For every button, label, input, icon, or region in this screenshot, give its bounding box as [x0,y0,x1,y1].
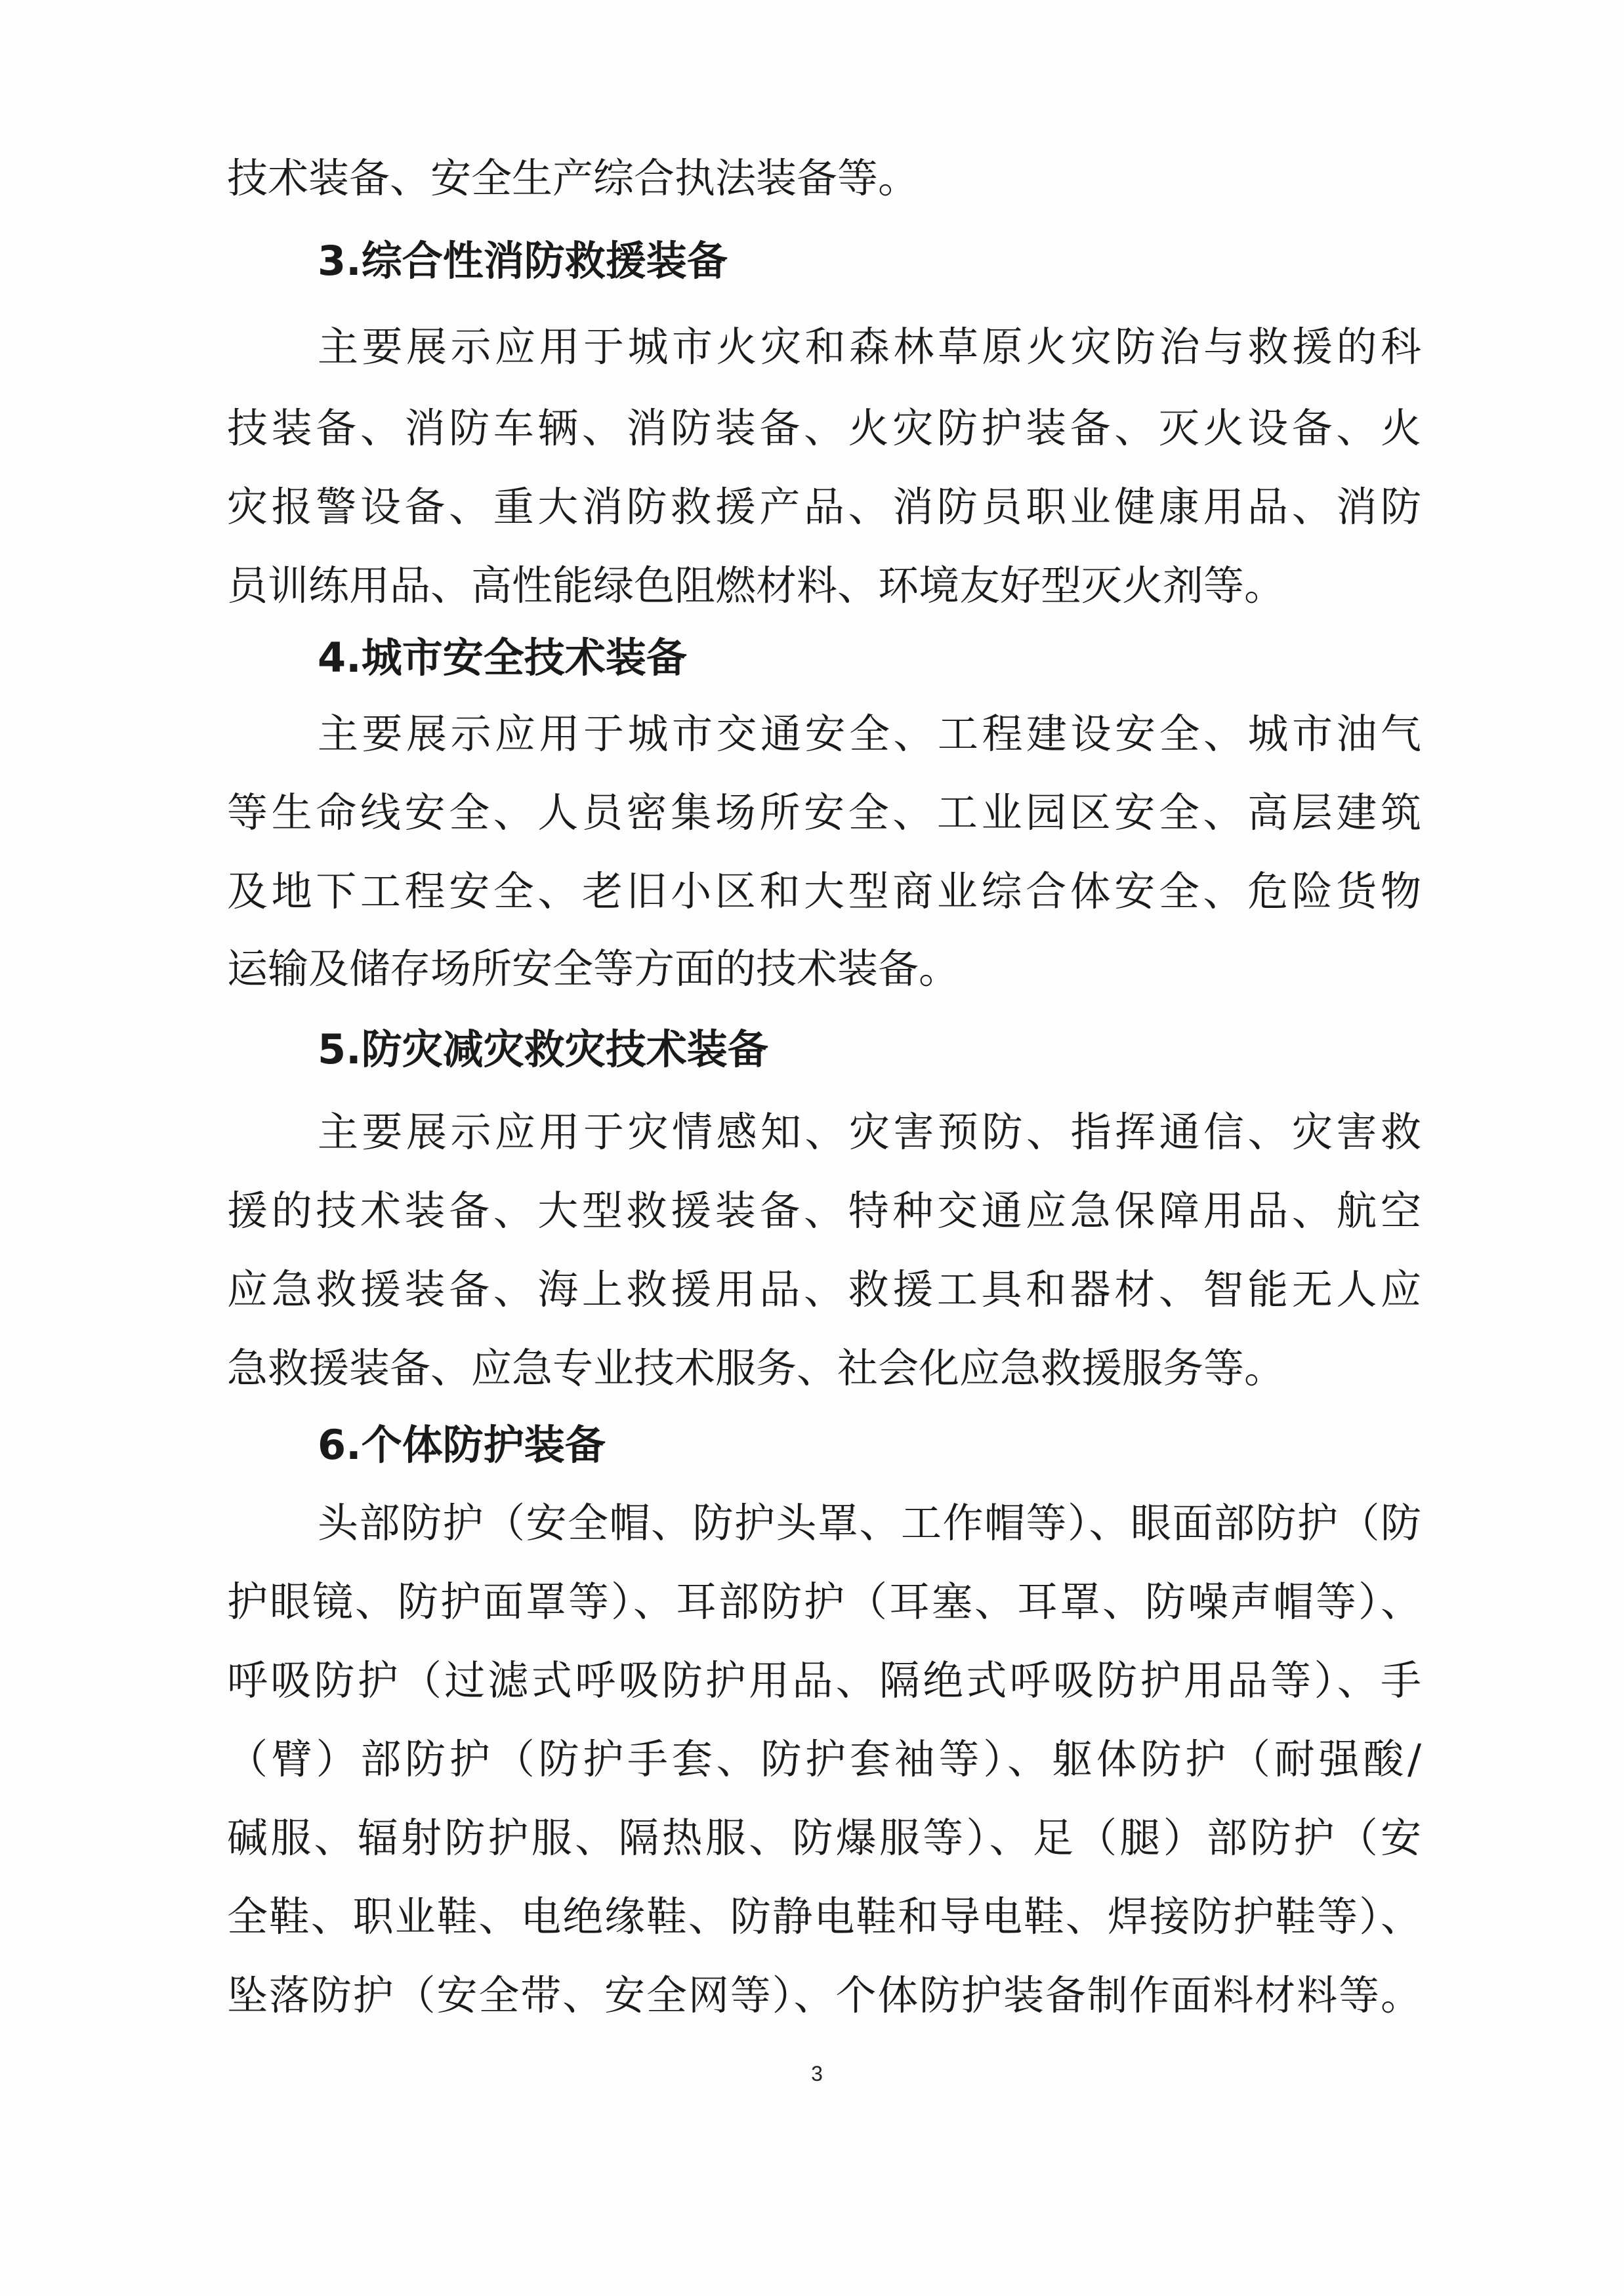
body-text-line: 护眼镜、防护面罩等）、耳部防护（耳塞、耳罩、防噪声帽等）、 [227,1578,1421,1626]
section-heading: 3.综合性消防救援装备 [318,237,728,285]
page-number: 3 [811,2062,823,2085]
body-text-line: 主要展示应用于城市交通安全、工程建设安全、城市油气 [318,710,1421,758]
body-text-line: 急救援装备、应急专业技术服务、社会化应急救援服务等。 [227,1344,1285,1392]
body-text-line: 呼吸防护（过滤式呼吸防护用品、隔绝式呼吸防护用品等）、手 [227,1656,1421,1704]
body-text-line: 头部防护（安全帽、防护头罩、工作帽等）、眼面部防护（防 [318,1499,1421,1547]
body-text-line: 全鞋、职业鞋、电绝缘鞋、防静电鞋和导电鞋、焊接防护鞋等）、 [227,1893,1421,1940]
body-text-line: 等生命线安全、人员密集场所安全、工业园区安全、高层建筑 [227,789,1421,836]
body-text-line: （臂）部防护（防护手套、防护套袖等）、躯体防护（耐强酸/ [227,1735,1421,1783]
body-text-line: 技术装备、安全生产综合执法装备等。 [227,154,919,202]
section-heading: 5.防灾减灾救灾技术装备 [318,1025,768,1073]
body-text-line: 主要展示应用于城市火灾和森林草原火灾防治与救援的科 [318,323,1421,371]
body-text-line: 技装备、消防车辆、消防装备、火灾防护装备、灭火设备、火 [227,404,1421,452]
section-heading: 6.个体防护装备 [318,1421,606,1469]
body-text-line: 坠落防护（安全带、安全网等）、个体防护装备制作面料材料等。 [227,1971,1421,2019]
body-text-line: 应急救援装备、海上救援用品、救援工具和器材、智能无人应 [227,1265,1421,1313]
body-text-line: 主要展示应用于灾情感知、灾害预防、指挥通信、灾害救 [318,1108,1421,1156]
section-heading: 4.城市安全技术装备 [318,634,687,682]
body-text-line: 运输及储存场所安全等方面的技术装备。 [227,945,960,993]
body-text-line: 灾报警设备、重大消防救援产品、消防员职业健康用品、消防 [227,483,1421,531]
body-text-line: 援的技术装备、大型救援装备、特种交通应急保障用品、航空 [227,1187,1421,1235]
body-text-line: 碱服、辐射防护服、隔热服、防爆服等）、足（腿）部防护（安 [227,1814,1421,1862]
body-text-line: 员训练用品、高性能绿色阻燃材料、环境友好型灭火剂等。 [227,562,1285,609]
body-text-line: 及地下工程安全、老旧小区和大型商业综合体安全、危险货物 [227,867,1421,915]
